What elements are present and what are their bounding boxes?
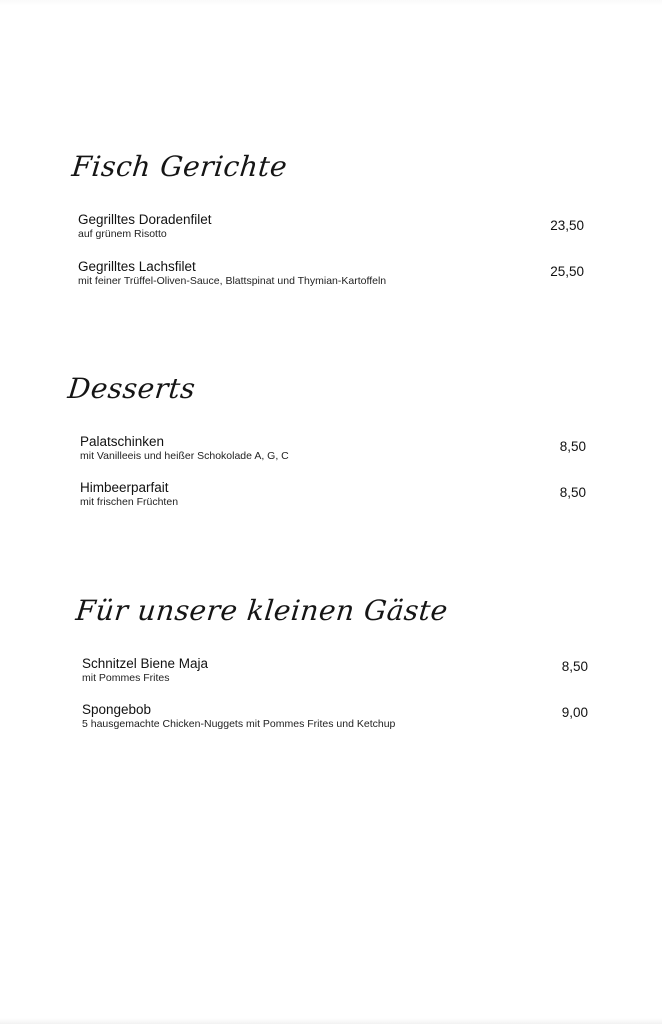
section-title-desserts: Desserts <box>66 372 198 405</box>
item-price: 9,00 <box>561 705 588 720</box>
item-description: mit frischen Früchten <box>80 496 179 508</box>
item-name: Himbeerparfait <box>80 480 169 495</box>
item-description: auf grünem Risotto <box>78 228 167 240</box>
item-price: 8,50 <box>559 485 586 500</box>
item-price: 23,50 <box>550 218 584 233</box>
item-description: 5 hausgemachte Chicken-Nuggets mit Pommes Frites und Ketchup <box>82 718 396 730</box>
section-fisch-gerichte <box>72 150 287 183</box>
section-desserts <box>66 372 198 405</box>
menu-item-spongebob <box>82 702 588 731</box>
item-price: 8,50 <box>561 659 588 674</box>
section-kinder <box>76 594 448 627</box>
menu-item-schnitzel-biene-maja <box>82 656 588 685</box>
item-description: mit feiner Trüffel-Oliven-Sauce, Blattspinat und Thymian-Kartoffeln <box>78 275 387 287</box>
item-name: Gegrilltes Doradenfilet <box>78 212 212 227</box>
item-name: Schnitzel Biene Maja <box>82 656 209 671</box>
item-price: 25,50 <box>550 264 584 279</box>
section-title-kinder: Für unsere kleinen Gäste <box>74 594 450 627</box>
menu-item-himbeerparfait <box>80 480 586 509</box>
menu-item-lachsfilet <box>78 259 584 288</box>
menu-item-doradenfilet <box>78 212 584 241</box>
item-description: mit Vanilleeis und heißer Schokolade A, G, C <box>80 450 289 462</box>
item-name: Palatschinken <box>80 434 165 449</box>
section-title-fisch: Fisch Gerichte <box>70 150 289 183</box>
item-description: mit Pommes Frites <box>82 672 170 684</box>
item-name: Gegrilltes Lachsfilet <box>78 259 196 274</box>
menu-item-palatschinken <box>80 434 586 463</box>
item-price: 8,50 <box>559 439 586 454</box>
item-name: Spongebob <box>82 702 152 717</box>
